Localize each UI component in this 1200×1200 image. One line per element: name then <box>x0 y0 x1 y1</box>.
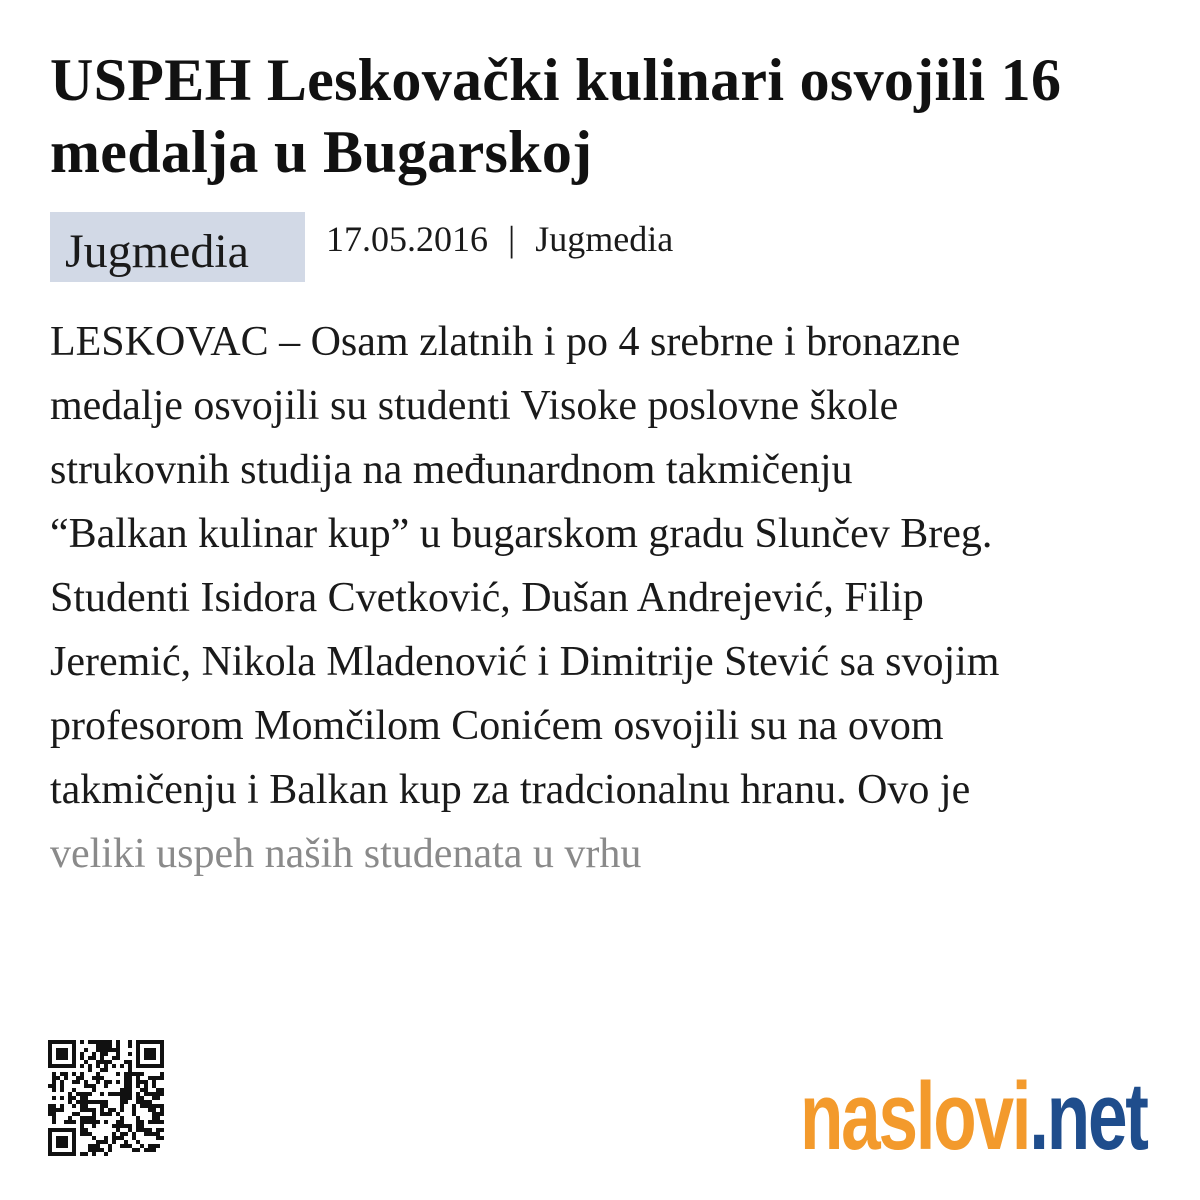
body-line: LESKOVAC – Osam zlatnih i po 4 srebrne i bronazne <box>50 319 961 365</box>
logo-part-naslovi: naslovi <box>800 1063 1030 1170</box>
meta-separator: | <box>508 219 516 259</box>
body-line: profesorom Momčilom Conićem osvojili su na ovom <box>50 703 944 749</box>
article-source: Jugmedia <box>535 219 674 259</box>
source-badge[interactable]: Jugmedia <box>50 212 305 282</box>
article-title: USPEH Leskovački kulinari osvojili 16 medalja u Bugarskoj <box>50 47 1062 185</box>
site-logo[interactable] <box>800 1062 1147 1172</box>
body-line: strukovnih studija na međunardnom takmičenju <box>50 447 853 493</box>
qr-code-icon[interactable] <box>48 1040 164 1156</box>
article-meta-info <box>326 218 673 260</box>
body-line: Jeremić, Nikola Mladenović i Dimitrije Stević sa svojim <box>50 639 1000 685</box>
body-line: medalje osvojili su studenti Visoke poslovne škole <box>50 383 899 429</box>
body-line: “Balkan kulinar kup” u bugarskom gradu Slunčev Breg. <box>50 511 993 557</box>
body-line: takmičenju i Balkan kup za tradcionalnu hranu. Ovo je <box>50 767 971 813</box>
article-body <box>50 310 1160 886</box>
article-meta <box>50 212 673 282</box>
article-date: 17.05.2016 <box>326 219 488 259</box>
body-line: Studenti Isidora Cvetković, Dušan Andrejević, Filip <box>50 575 924 621</box>
body-line-faded: veliki uspeh naših studenata u vrhu <box>50 831 642 877</box>
logo-part-net: .net <box>1029 1063 1147 1170</box>
